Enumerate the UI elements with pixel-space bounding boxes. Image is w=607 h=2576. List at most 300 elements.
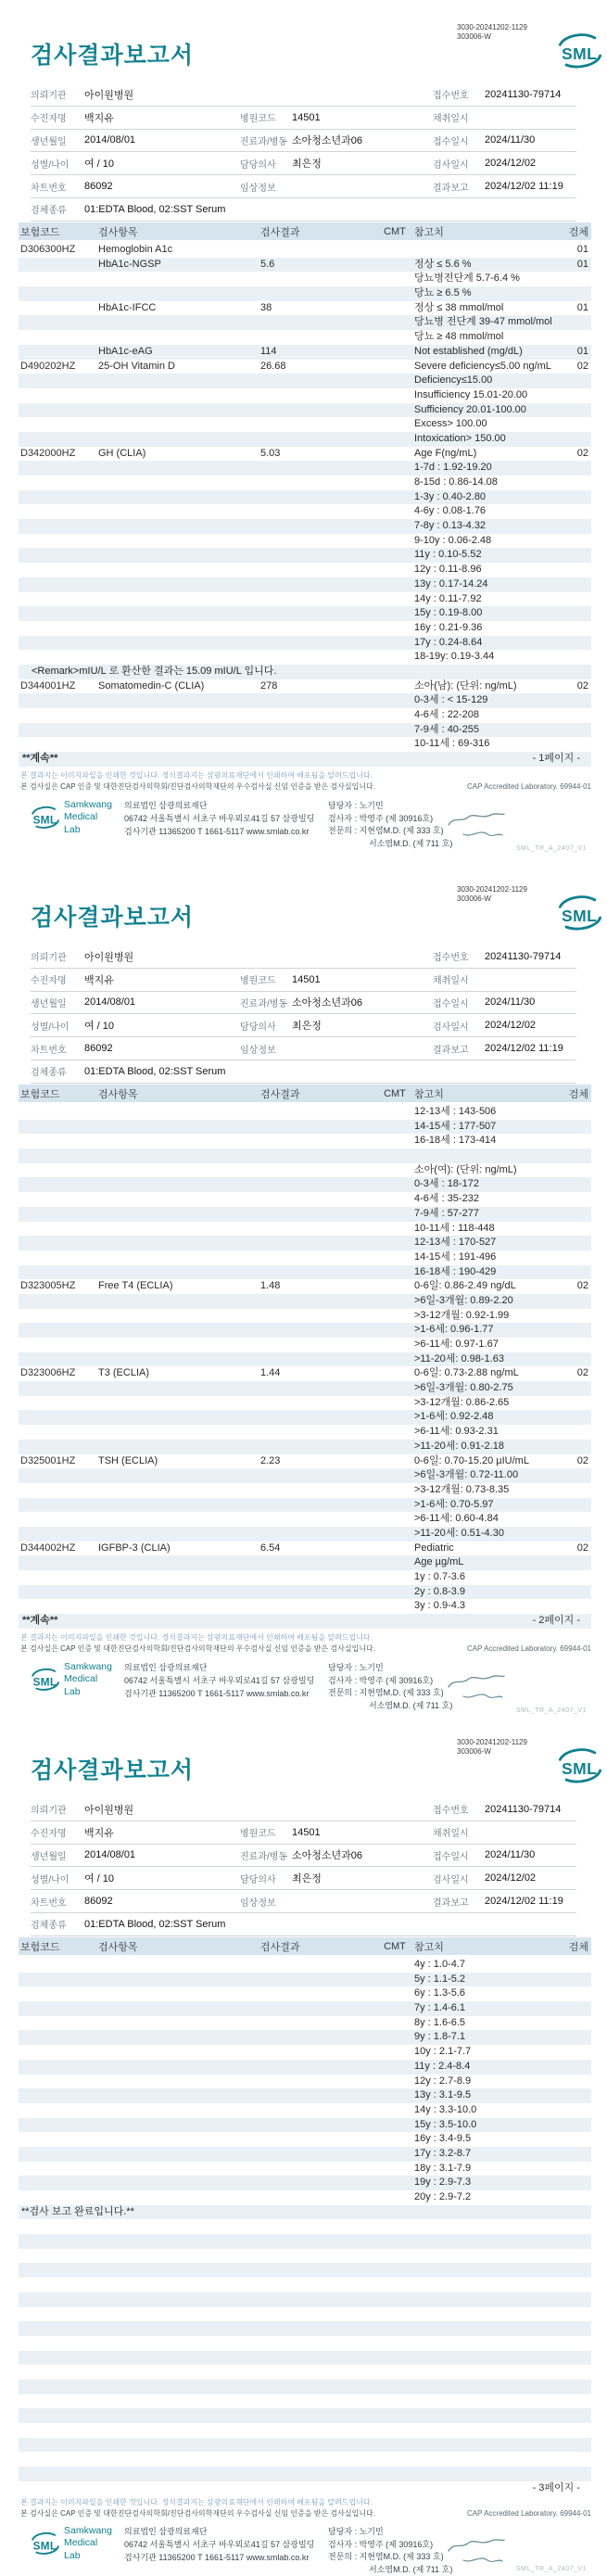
lab-staff-block — [328, 1659, 452, 1712]
item-cell: HbA1c-NGSP — [96, 258, 259, 273]
item-cell: HbA1c-eAG — [96, 345, 259, 360]
specimen-cell: 01 — [559, 258, 591, 273]
document-code — [457, 885, 527, 905]
info-value: 2024/12/02 — [485, 158, 576, 169]
reference-cell: 15y : 3.5-10.0 — [412, 2118, 559, 2133]
result-row — [19, 1338, 591, 1352]
info-label: 진료과/병동 — [240, 1848, 292, 1862]
header-insurance-code: 보험코드 — [19, 1939, 96, 1954]
reference-cell: 7-9세 : 57-277 — [412, 1207, 559, 1222]
disclaimer-line2: 본 검사실은 CAP 인증 및 대한진단검사의학회/진단검사의학재단의 우수검사실 신임 인증을 받은 검사실입니다. — [20, 1643, 375, 1655]
result-row — [19, 606, 591, 621]
reference-cell: 4y : 1.0-4.7 — [412, 1958, 559, 1973]
signature-icon — [447, 2536, 506, 2568]
lab-contact: 검사기관 11365200 T 1661-5117 www.smlab.co.kr — [124, 1688, 310, 1701]
lab-address: 06742 서울특별시 서초구 바우뫼로41길 57 삼광빌딩 — [124, 1675, 310, 1688]
document-code — [457, 23, 527, 43]
reference-cell: 12-13세 : 143-506 — [412, 1105, 559, 1120]
info-label: 검사일시 — [433, 1019, 485, 1033]
info-value: 백지유 — [84, 110, 240, 125]
results-table — [19, 1937, 591, 2495]
result-row — [19, 432, 591, 447]
result-row — [19, 490, 591, 505]
item-cell: Hemoglobin A1c — [96, 243, 259, 258]
document-code-line2: 303006-W — [457, 32, 527, 42]
info-label: 병원코드 — [240, 110, 292, 124]
result-row — [19, 621, 591, 636]
info-row — [31, 175, 576, 198]
lab-contact: 검사기관 11365200 T 1661-5117 www.smlab.co.kr — [124, 826, 310, 839]
info-label: 담당의사 — [240, 157, 292, 171]
result-row — [19, 1120, 591, 1135]
info-label: 채취일시 — [433, 1825, 485, 1839]
result-row — [19, 1323, 591, 1338]
result-row — [19, 563, 591, 577]
reference-cell: 19y : 2.9-7.3 — [412, 2176, 559, 2190]
result-row — [19, 388, 591, 403]
result-cell: 5.03 — [259, 447, 377, 462]
reference-cell: 1-7d : 1.92-19.20 — [412, 461, 559, 476]
info-label: 접수일시 — [433, 1848, 485, 1862]
lab-address-block — [124, 1659, 310, 1701]
result-row — [19, 2147, 591, 2162]
reference-cell: >1-6세: 0.92-2.48 — [412, 1410, 559, 1425]
result-row — [19, 2292, 591, 2307]
sml-logo-footer — [31, 2523, 112, 2564]
result-row — [19, 2481, 591, 2496]
result-row — [19, 1236, 591, 1250]
reference-cell: 3y : 0.9-4.3 — [412, 1599, 559, 1614]
document-code-line1: 3030-20241202-1129 — [457, 1738, 527, 1747]
reference-cell: 20y : 2.9-7.2 — [412, 2190, 559, 2205]
cap-accreditation: CAP Accredited Laboratory. 69944-01 — [467, 781, 591, 793]
reference-cell: >3-12개월: 0.73-8.35 — [412, 1483, 559, 1498]
info-label: 접수일시 — [433, 996, 485, 1009]
reference-cell: 4-6y : 0.08-1.76 — [412, 504, 559, 519]
result-row — [19, 447, 591, 462]
result-row — [19, 2467, 591, 2481]
header-test-result: 검사결과 — [259, 224, 377, 239]
staff-specialist-2: 서소염M.D. (제 711 호) — [328, 838, 452, 851]
info-label: 차트번호 — [31, 1895, 84, 1909]
info-value: 백지유 — [84, 1825, 240, 1840]
disclaimer — [20, 1633, 591, 1655]
result-row — [19, 636, 591, 651]
result-row — [19, 2263, 591, 2278]
reference-cell: 12y : 0.11-8.96 — [412, 563, 559, 577]
result-cell: 26.68 — [259, 360, 377, 374]
staff-specialist-2: 서소염M.D. (제 711 호) — [328, 1700, 452, 1713]
info-row — [31, 1014, 576, 1037]
info-label: 결과보고 — [433, 1042, 485, 1056]
lab-name — [64, 799, 112, 835]
report-page — [0, 1715, 607, 2572]
info-label: 수진자명 — [31, 110, 84, 124]
info-row — [31, 1867, 576, 1890]
sml-logo-icon — [557, 1746, 603, 1790]
reference-cell: >6일-3개월: 0.89-2.20 — [412, 1294, 559, 1309]
specimen-cell: 01 — [559, 243, 591, 258]
lab-name — [64, 2525, 112, 2561]
info-value: 86092 — [84, 1896, 240, 1907]
info-label: 접수번호 — [433, 87, 485, 101]
result-row — [19, 2176, 591, 2190]
result-cell: 5.6 — [259, 258, 377, 273]
result-cell: 6.54 — [259, 1542, 377, 1556]
info-value: 2014/08/01 — [84, 134, 240, 146]
result-row — [19, 2307, 591, 2322]
result-row — [19, 345, 591, 360]
result-row — [19, 1614, 591, 1629]
reference-cell: >3-12개월: 0.86-2.65 — [412, 1396, 559, 1411]
info-label: 차트번호 — [31, 180, 84, 194]
result-row — [19, 1527, 591, 1542]
info-label: 검사일시 — [433, 1872, 485, 1885]
sml-logo-text: SML — [562, 1759, 597, 1778]
reference-cell: 13y : 3.1-9.5 — [412, 2088, 559, 2103]
result-row — [19, 1163, 591, 1178]
result-cell: 278 — [259, 679, 377, 694]
reference-cell: 10-11세 : 118-448 — [412, 1222, 559, 1237]
info-label: 임상정보 — [240, 1042, 292, 1056]
info-value: 여 / 10 — [84, 156, 240, 171]
info-value: 최은정 — [292, 156, 433, 171]
result-cell: 38 — [259, 301, 377, 316]
result-row — [19, 1279, 591, 1294]
result-row — [19, 2336, 591, 2351]
info-label: 결과보고 — [433, 1895, 485, 1909]
info-value: 86092 — [84, 1043, 240, 1054]
result-row — [19, 1352, 591, 1367]
sml-logo-text: SML — [33, 814, 57, 826]
info-label: 병원코드 — [240, 1825, 292, 1839]
lab-address: 06742 서울특별시 서초구 바우뫼로41길 57 삼광빌딩 — [124, 2539, 310, 2552]
result-row — [19, 2278, 591, 2292]
info-value: 2024/12/02 11:19 — [485, 181, 576, 192]
result-row — [19, 504, 591, 519]
result-row — [19, 1177, 591, 1192]
result-row — [19, 1134, 591, 1148]
result-row — [19, 1366, 591, 1381]
info-row — [31, 969, 576, 992]
staff-technician: 검사자 : 박영주 (제 30916호) — [328, 1675, 452, 1688]
code-cell: D490202HZ — [19, 360, 96, 374]
header-specimen: 검체 — [559, 224, 591, 239]
reference-cell: 소아(남): (단위: ng/mL) — [412, 679, 559, 694]
info-value: 2014/08/01 — [84, 996, 240, 1008]
reference-cell: >11-20세: 0.98-1.63 — [412, 1352, 559, 1367]
info-label: 임상정보 — [240, 180, 292, 194]
result-row — [19, 1585, 591, 1600]
document-code-line1: 3030-20241202-1129 — [457, 885, 527, 895]
result-row — [19, 461, 591, 476]
info-value: 01:EDTA Blood, 02:SST Serum — [84, 1066, 576, 1077]
header-cmt: CMT — [377, 226, 412, 237]
result-row — [19, 1973, 591, 1987]
disclaimer-line1: 본 결과지는 이미지파일을 인쇄한 것입니다. 정식결과지는 삼광의료재단에서 인쇄하여 배포됨을 알려드립니다. — [20, 1633, 591, 1643]
result-row — [19, 2452, 591, 2467]
result-row — [19, 752, 591, 767]
results-table — [19, 1085, 591, 1629]
disclaimer — [20, 2498, 591, 2519]
reference-cell: 9y : 1.8-7.1 — [412, 2030, 559, 2045]
code-cell: D342000HZ — [19, 447, 96, 462]
header-test-result: 검사결과 — [259, 1939, 377, 1954]
header-insurance-code: 보험코드 — [19, 224, 96, 239]
specimen-cell: 02 — [559, 1542, 591, 1556]
header-reference: 참고치 — [412, 224, 559, 239]
cap-accreditation: CAP Accredited Laboratory. 69944-01 — [467, 2508, 591, 2519]
version-code: SML_TR_A_2407_V1 — [516, 1707, 587, 1714]
lab-staff-block — [328, 2523, 452, 2576]
result-row — [19, 403, 591, 418]
result-row — [19, 1250, 591, 1265]
staff-specialist-1: 전문의 : 지현염M.D. (제 333 호) — [328, 1687, 452, 1700]
info-value: 아이원병원 — [84, 1802, 240, 1817]
info-value: 2024/12/02 — [485, 1020, 576, 1031]
lab-corp-name: 의료법인 삼광의료재단 — [124, 800, 310, 813]
result-row — [19, 1986, 591, 2001]
result-row — [19, 1309, 591, 1324]
disclaimer — [20, 771, 591, 793]
lab-staff-block — [328, 797, 452, 850]
result-row — [19, 417, 591, 432]
result-row — [19, 723, 591, 738]
staff-technician: 검사자 : 박영주 (제 30916호) — [328, 813, 452, 826]
specimen-cell: 02 — [559, 1279, 591, 1294]
reference-cell: 11y : 2.4-8.4 — [412, 2060, 559, 2075]
result-row — [19, 1440, 591, 1454]
patient-info-table — [31, 945, 576, 1084]
info-value: 86092 — [84, 181, 240, 192]
result-row — [19, 2045, 591, 2060]
reference-cell: 4-6세 : 22-208 — [412, 708, 559, 723]
result-row — [19, 1265, 591, 1280]
result-row — [19, 2219, 591, 2234]
staff-manager: 담당자 : 노기민 — [328, 800, 452, 813]
header-cmt: CMT — [377, 1088, 412, 1099]
result-row — [19, 2088, 591, 2103]
item-cell: HbA1c-IFCC — [96, 301, 259, 316]
header-test-item: 검사항목 — [96, 1086, 259, 1101]
result-row — [19, 2162, 591, 2176]
result-cell: 1.48 — [259, 1279, 377, 1294]
info-label: 검사일시 — [433, 157, 485, 171]
info-label: 채취일시 — [433, 110, 485, 124]
info-value: 20241130-79714 — [485, 1804, 576, 1815]
reference-cell: 10-11세 : 69-316 — [412, 737, 559, 752]
result-row — [19, 2438, 591, 2453]
lab-name-line2: Medical Lab — [64, 2537, 112, 2561]
specimen-cell: 02 — [559, 360, 591, 374]
lab-address: 06742 서울특별시 서초구 바우뫼로41길 57 삼광빌딩 — [124, 813, 310, 826]
info-label: 의뢰기관 — [31, 949, 84, 963]
result-row — [19, 2321, 591, 2336]
sml-logo-footer — [31, 797, 112, 838]
info-value: 2024/11/30 — [485, 134, 576, 146]
reference-cell: 16y : 3.4-9.5 — [412, 2132, 559, 2147]
item-cell: T3 (ECLIA) — [96, 1366, 259, 1381]
info-label: 담당의사 — [240, 1019, 292, 1033]
result-row — [19, 476, 591, 490]
info-label: 생년월일 — [31, 133, 84, 147]
specimen-cell: 01 — [559, 345, 591, 360]
reference-cell: >1-6세: 0.70-5.97 — [412, 1498, 559, 1513]
reference-cell: Not established (mg/dL) — [412, 345, 559, 360]
result-row — [19, 2075, 591, 2089]
reference-cell: 0-6일: 0.86-2.49 ng/dL — [412, 1279, 559, 1294]
result-row — [19, 1483, 591, 1498]
info-value: 14501 — [292, 112, 433, 123]
reference-cell: 12y : 2.7-8.9 — [412, 2075, 559, 2089]
item-cell: GH (CLIA) — [96, 447, 259, 462]
result-row — [19, 1468, 591, 1483]
info-value: 소아청소년과06 — [292, 1847, 433, 1862]
info-value: 아이원병원 — [84, 949, 240, 964]
reference-cell: 정상 ≤ 38 mmol/mol — [412, 301, 559, 316]
reference-cell: 18-19y: 0.19-3.44 — [412, 650, 559, 665]
result-row — [19, 1148, 591, 1163]
staff-manager: 담당자 : 노기민 — [328, 1662, 452, 1675]
info-value: 여 / 10 — [84, 1871, 240, 1885]
info-value: 01:EDTA Blood, 02:SST Serum — [84, 204, 576, 215]
specimen-cell: 02 — [559, 447, 591, 462]
result-row — [19, 737, 591, 752]
info-label: 접수번호 — [433, 949, 485, 963]
staff-specialist-1: 전문의 : 지현염M.D. (제 333 호) — [328, 2551, 452, 2564]
result-row — [19, 2423, 591, 2438]
result-row — [19, 693, 591, 708]
info-row — [31, 83, 576, 107]
document-code-line1: 3030-20241202-1129 — [457, 23, 527, 32]
info-label: 수진자명 — [31, 972, 84, 986]
result-row — [19, 2234, 591, 2249]
lab-footer — [31, 2523, 591, 2576]
report-complete-row: **검사 보고 완료입니다.** — [19, 2205, 591, 2220]
reference-cell: 7y : 1.4-6.1 — [412, 2001, 559, 2016]
lab-name-line1: Samkwang — [64, 1661, 112, 1673]
disclaimer-line1: 본 결과지는 이미지파일을 인쇄한 것입니다. 정식결과지는 삼광의료재단에서 인쇄하여 배포됨을 알려드립니다. — [20, 2498, 591, 2508]
item-cell: Free T4 (ECLIA) — [96, 1279, 259, 1294]
page-title: 검사결과보고서 — [31, 1752, 194, 1785]
staff-technician: 검사자 : 박영주 (제 30916호) — [328, 2539, 452, 2552]
results-table-header — [19, 222, 591, 240]
lab-name-line1: Samkwang — [64, 2525, 112, 2537]
specimen-cell: 01 — [559, 301, 591, 316]
specimen-cell: 02 — [559, 679, 591, 694]
info-label: 의뢰기관 — [31, 87, 84, 101]
page-number: - 1페이지 - — [533, 752, 591, 767]
info-label: 채취일시 — [433, 972, 485, 986]
continuation-label: **계속** — [19, 1614, 57, 1629]
result-row — [19, 2190, 591, 2205]
reference-cell: 12-13세 : 170-527 — [412, 1236, 559, 1250]
continuation-label: **계속** — [19, 752, 57, 767]
reference-cell: 당뇨 ≥ 48 mmol/mol — [412, 330, 559, 345]
reference-cell: 4-6세 : 35-232 — [412, 1192, 559, 1207]
result-row — [19, 1542, 591, 1556]
info-label: 병원코드 — [240, 972, 292, 986]
lab-footer — [31, 1659, 591, 1712]
reference-cell: 7-9세 : 40-255 — [412, 723, 559, 738]
info-value: 14501 — [292, 1827, 433, 1838]
info-label: 검체종류 — [31, 1064, 84, 1078]
code-cell: D344002HZ — [19, 1542, 96, 1556]
result-row — [19, 374, 591, 388]
header-reference: 참고치 — [412, 1939, 559, 1954]
reference-cell: Age µg/mL — [412, 1555, 559, 1570]
reference-cell: 18y : 3.1-7.9 — [412, 2162, 559, 2176]
header-specimen: 검체 — [559, 1086, 591, 1101]
cap-accreditation: CAP Accredited Laboratory. 69944-01 — [467, 1643, 591, 1655]
reference-cell: 10y : 2.1-7.7 — [412, 2045, 559, 2060]
reference-cell: 13y : 0.17-14.24 — [412, 577, 559, 592]
info-value: 2024/11/30 — [485, 1849, 576, 1860]
lab-footer — [31, 797, 591, 850]
reference-cell: Age F(ng/mL) — [412, 447, 559, 462]
result-cell: 1.44 — [259, 1366, 377, 1381]
info-value: 최은정 — [292, 1871, 433, 1885]
info-label: 생년월일 — [31, 1848, 84, 1862]
result-row — [19, 1570, 591, 1585]
signature-icon — [447, 1672, 506, 1704]
info-value: 아이원병원 — [84, 87, 240, 102]
header-test-item: 검사항목 — [96, 1939, 259, 1954]
reference-cell: 5y : 1.1-5.2 — [412, 1973, 559, 1987]
reference-cell: 1-3y : 0.40-2.80 — [412, 490, 559, 505]
result-row — [19, 577, 591, 592]
reference-cell: 2y : 0.8-3.9 — [412, 1585, 559, 1600]
staff-specialist-1: 전문의 : 지현염M.D. (제 333 호) — [328, 825, 452, 838]
result-row — [19, 360, 591, 374]
info-label: 의뢰기관 — [31, 1802, 84, 1816]
code-cell: D323005HZ — [19, 1279, 96, 1294]
info-value: 2014/08/01 — [84, 1849, 240, 1860]
result-row — [19, 1410, 591, 1425]
result-row — [19, 330, 591, 345]
lab-name-line1: Samkwang — [64, 799, 112, 811]
info-row — [31, 130, 576, 153]
info-row — [31, 1060, 576, 1084]
reference-cell: 8-15d : 0.86-14.08 — [412, 476, 559, 490]
reference-cell: 14y : 3.3-10.0 — [412, 2103, 559, 2118]
result-row — [19, 2132, 591, 2147]
info-label: 성별/나이 — [31, 157, 84, 171]
info-value: 14501 — [292, 974, 433, 985]
info-row — [31, 152, 576, 175]
result-row — [19, 286, 591, 301]
info-value: 2024/11/30 — [485, 996, 576, 1008]
info-label: 담당의사 — [240, 1872, 292, 1885]
results-table — [19, 222, 591, 767]
code-cell: D306300HZ — [19, 243, 96, 258]
info-row — [31, 1037, 576, 1060]
reference-cell: 1y : 0.7-3.6 — [412, 1570, 559, 1585]
result-row — [19, 2060, 591, 2075]
document-code-line2: 303006-W — [457, 895, 527, 904]
result-row — [19, 1207, 591, 1222]
reference-cell: 8y : 1.6-6.5 — [412, 2016, 559, 2031]
specimen-cell: 02 — [559, 1454, 591, 1469]
reference-cell: Sufficiency 20.01-100.00 — [412, 403, 559, 418]
code-cell: D323006HZ — [19, 1366, 96, 1381]
info-value: 20241130-79714 — [485, 951, 576, 962]
result-row — [19, 2001, 591, 2016]
reference-cell: Insufficiency 15.01-20.00 — [412, 388, 559, 403]
reference-cell: >6-11세: 0.93-2.31 — [412, 1425, 559, 1440]
result-row — [19, 243, 591, 258]
lab-name-line2: Medical Lab — [64, 1673, 112, 1697]
